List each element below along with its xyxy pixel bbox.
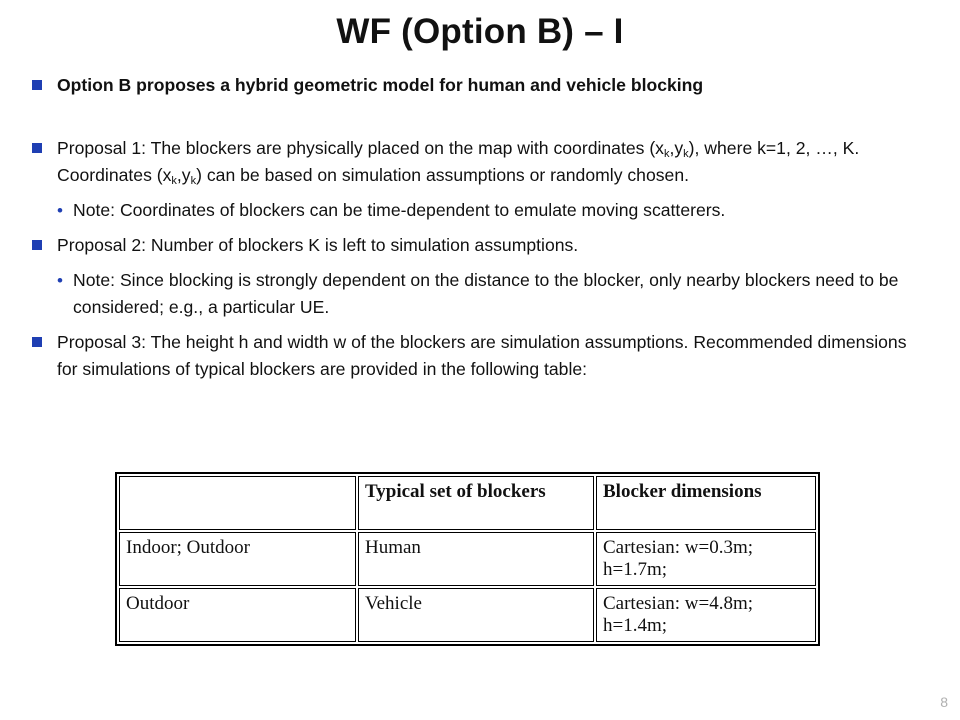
subscript-k: k (663, 148, 670, 160)
table-cell: Indoor; Outdoor (119, 532, 356, 586)
table-cell: Cartesian: w=0.3m; h=1.7m; (596, 532, 816, 586)
table-header-cell: Typical set of blockers (358, 476, 594, 530)
bullet-text: Option B proposes a hybrid geometric model for human and vehicle blocking (57, 75, 704, 95)
slide-title: WF (Option B) – I (336, 12, 624, 51)
bullet-proposal-3 (30, 329, 920, 383)
bullet-text: Proposal 2: Number of blockers K is left to simulation assumptions. (57, 235, 579, 255)
subscript-k: k (171, 175, 177, 187)
dot-bullet-icon: • (57, 201, 63, 220)
table-header-cell: Blocker dimensions (596, 476, 816, 530)
table-cell: Cartesian: w=4.8m; h=1.4m; (596, 588, 816, 642)
bullet-text-part: ,y (669, 138, 684, 158)
square-bullet-icon (32, 240, 42, 250)
sub-bullet-note-1 (30, 197, 920, 224)
table-row (119, 532, 816, 586)
blocker-table (115, 472, 820, 646)
table-row (119, 588, 816, 642)
table-cell: Vehicle (358, 588, 594, 642)
table-header-cell (119, 476, 356, 530)
page-number: 8 (940, 694, 948, 710)
bullet-text-part: ), where k=1, 2, …, K. Coordinates (x (57, 138, 860, 185)
bullet-text: Proposal 3: The height h and width w of the blockers are simulation assumptions. Recommended dimensions for simulations of typical blockers are provided in the following table: (57, 332, 907, 379)
sub-bullet-text: Note: Since blocking is strongly dependent on the distance to the blocker, only nearby blockers need to be considered; e.g., a particular UE. (73, 270, 899, 317)
table-cell: Outdoor (119, 588, 356, 642)
table-cell: Human (358, 532, 594, 586)
subscript-k: k (683, 148, 689, 160)
bullet-proposal-1 (30, 135, 920, 189)
square-bullet-icon (32, 143, 42, 153)
table-header-row (119, 476, 816, 530)
bullet-text-part: ,y (176, 165, 191, 185)
square-bullet-icon (32, 337, 42, 347)
dot-bullet-icon: • (57, 271, 63, 290)
bullet-proposal-2 (30, 232, 920, 259)
bullet-text-part: ) can be based on simulation assumptions or randomly chosen. (196, 165, 690, 185)
bullet-text-part: Proposal 1: The blockers are physically placed on the map with coordinates (x (57, 138, 664, 158)
square-bullet-icon (32, 80, 42, 90)
sub-bullet-note-2 (30, 267, 920, 321)
subscript-k: k (190, 175, 197, 187)
slide-content (30, 72, 920, 383)
bullet-option-b (30, 72, 920, 99)
sub-bullet-text: Note: Coordinates of blockers can be time-dependent to emulate moving scatterers. (73, 200, 726, 220)
